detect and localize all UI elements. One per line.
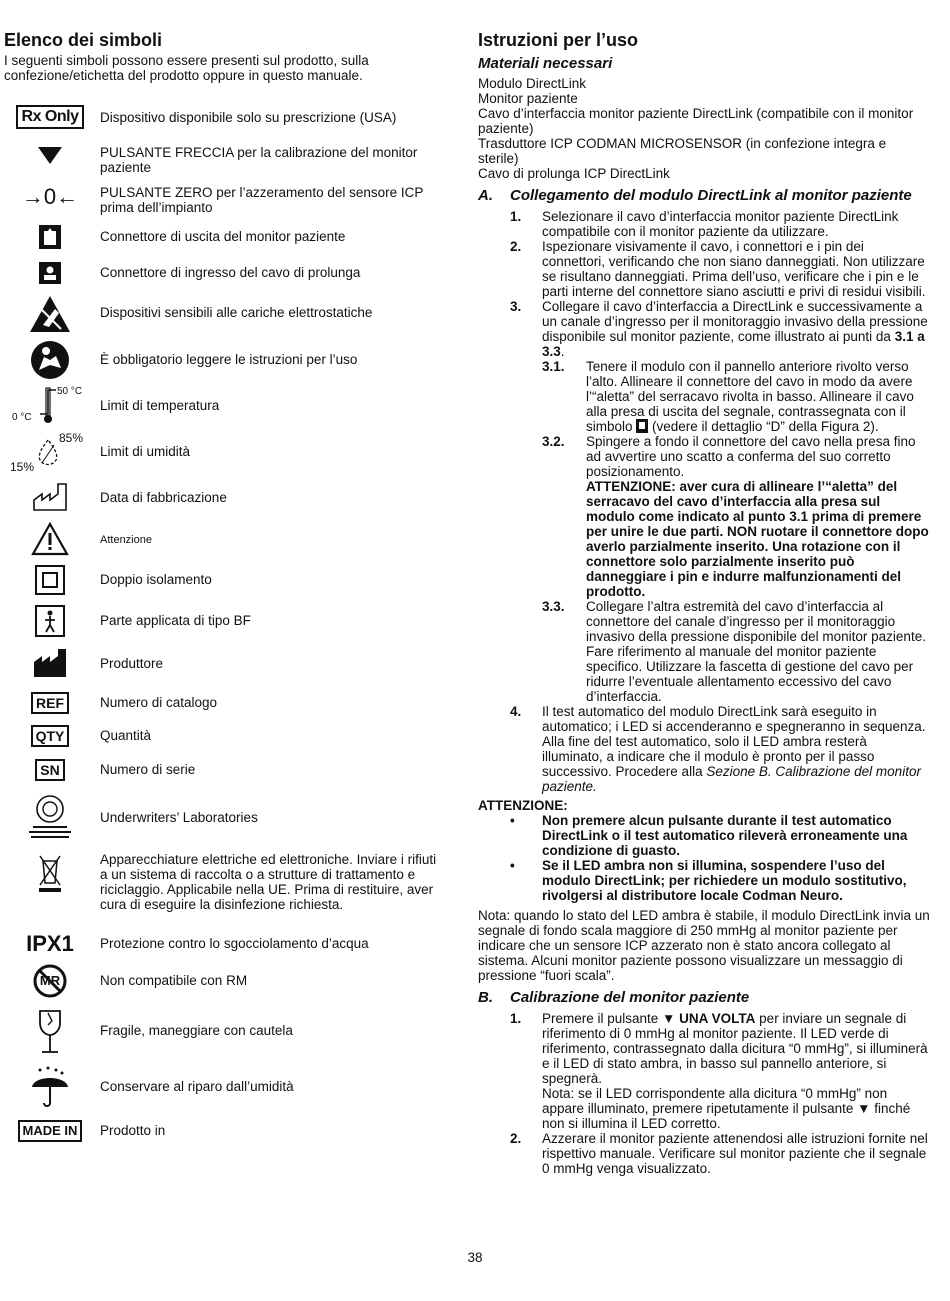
symbol-row (4, 430, 444, 474)
symbol-label: Apparecchiature elettriche ed elettroniche. Inviare i rifiuti a un sistema di raccolta o a strutture di trattamento e riciclaggio. Applicabile nella UE. Prima di restituire, aver cura di eseguire la disinfezione richiesta. (100, 852, 437, 912)
symbol-label: Prodotto in (100, 1123, 166, 1138)
caution-bullet: • Non premere alcun pulsante durante il test automatico DirectLink o il test automatico rileverà erroneamente una condizione di guasto. (510, 813, 908, 858)
symbol-row (4, 723, 444, 749)
step: 1. Premere il pulsante ▼ UNA VOLTA per inviare un segnale di riferimento di 0 mmHg al monitor paziente. Il LED verde di riferimento, contrassegnato dalla dicitura “0 mmHg”, si illuminerà e il LED di stato ambra, in basso sul pannello anteriore, si spegnerà. Nota: se il LED corrispondente alla dicitura “0 mmHg” non appare illuminato, premere ripetutamente il pulsante ▼ finché non si illumina il LED corretto. (510, 1011, 928, 1131)
symbol-label: Data di fabbricazione (100, 490, 227, 505)
symbol-row (4, 144, 444, 174)
temperature-limit-icon: 50 °C 0 °C (12, 386, 83, 423)
double-insulation-icon (4, 564, 96, 596)
symbols-title: Elenco dei simboli (4, 30, 163, 50)
symbols-column (4, 30, 444, 95)
material-item: Modulo DirectLink (478, 76, 587, 91)
symbol-row (4, 184, 444, 216)
ipx1-icon: IPX1 (26, 931, 74, 956)
esd-sensitive-icon (4, 294, 96, 334)
caution-bullet: • Se il LED ambra non si illumina, sospendere l’uso del modulo DirectLink; per richiedere un modulo sostitutivo, rivolgersi al distributore locale Codman Neuro. (510, 858, 907, 903)
type-bf-applied-part-icon (4, 604, 96, 638)
ul-classified-icon (4, 790, 96, 844)
material-item: Cavo di prolunga ICP DirectLink (478, 166, 670, 181)
page-number: 38 (467, 1250, 483, 1265)
section-b-heading: B. Calibrazione del monitor paziente (478, 989, 750, 1006)
symbol-row (4, 384, 444, 426)
symbol-row (4, 604, 444, 638)
symbol-row (4, 1008, 444, 1056)
note-paragraph: Nota: quando lo stato del LED ambra è stabile, il modulo DirectLink invia un segnale di fondo scala maggiore di 250 mmHg al monitor paziente per indicare che un sensore ICP azzerato non è stato ancora collegato al sistema. Alcuni monitor paziente possono visualizzare un messaggio di pressione “fuori scala”. (478, 908, 930, 983)
material-item: Monitor paziente (478, 91, 578, 106)
symbol-row (4, 930, 444, 958)
step: 4. Il test automatico del modulo DirectLink sarà eseguito in automatico; i LED si accenderanno e spegneranno in sequenza. Alla fine del test automatico, solo il LED ambra resterà illuminato, a indicare che il modulo è pronto per il passo successivo. Procedere alla Sezione B. Calibrazione del monitor paziente. (510, 704, 926, 794)
mr-unsafe-icon: MR (4, 962, 96, 1000)
arrow-button-icon (4, 144, 96, 166)
symbol-row (4, 340, 444, 380)
substep: 3.1. Tenere il modulo con il pannello anteriore rivolto verso l’alto. Allineare il connettore del cavo in modo da avere l’“aletta” del serracavo rivolta in basso. Allineare il cavo alla presa di uscita del segnale, contrassegnata con il simbolo (vedere il dettaglio “D” della Figura 2). (542, 359, 914, 434)
symbol-row (4, 690, 444, 716)
symbol-label: Attenzione (100, 534, 152, 546)
qty-icon: QTY (4, 723, 96, 749)
symbol-row (4, 224, 444, 252)
symbol-label: Limit di temperatura (100, 398, 220, 413)
monitor-output-connector-icon (4, 224, 96, 250)
section-a-heading: A. Collegamento del modulo DirectLink al monitor paziente (478, 187, 912, 204)
symbol-row (4, 520, 444, 558)
symbol-label: Dispositivo disponibile solo su prescrizione (USA) (100, 110, 397, 125)
symbol-row (4, 1118, 444, 1144)
symbol-label: Produttore (100, 656, 164, 671)
monitor-output-connector-icon (636, 419, 648, 433)
sn-icon: SN (4, 757, 96, 783)
fragile-icon (4, 1008, 96, 1056)
weee-icon (4, 852, 96, 894)
keep-dry-icon (4, 1064, 96, 1110)
zero-button-icon: →0← (21, 184, 79, 209)
symbol-label: Protezione contro lo sgocciolamento d’acqua (100, 936, 369, 951)
caution-icon (4, 520, 96, 558)
symbol-row (4, 962, 444, 1000)
step: 2. Azzerare il monitor paziente attenendosi alle istruzioni fornite nel rispettivo manuale. Verificare sul monitor paziente che il segnale 0 mmHg venga visualizzato. (510, 1131, 928, 1176)
symbol-label: Doppio isolamento (100, 572, 212, 587)
ref-icon: REF (4, 690, 96, 716)
symbol-label: Connettore di ingresso del cavo di prolunga (100, 265, 361, 280)
symbol-label: Underwriters’ Laboratories (100, 810, 258, 825)
made-in-icon: MADE IN (4, 1118, 96, 1144)
caution-heading: ATTENZIONE: (478, 798, 568, 813)
symbol-label: Fragile, maneggiare con cautela (100, 1023, 293, 1038)
step: 3. Collegare il cavo d’interfaccia a DirectLink e successivamente a un canale d’ingresso per il monitoraggio invasivo della pressione disponibile sul monitor paziente, come illustrato ai punti da 3.1 a 3.3. (510, 299, 928, 359)
symbol-row (4, 564, 444, 596)
instructions-title: Istruzioni per l’uso (478, 30, 639, 50)
symbol-label: Parte applicata di tipo BF (100, 613, 251, 628)
symbol-row (4, 294, 444, 334)
symbol-label: PULSANTE FRECCIA per la calibrazione del monitor paziente (100, 145, 418, 175)
materials-heading: Materiali necessari (478, 55, 613, 72)
symbol-row (4, 1064, 444, 1110)
substep: 3.2. Spingere a fondo il connettore del cavo nella presa fino ad avvertire uno scatto a conferma del suo corretto posizionamento. ATTENZIONE: aver cura di allineare l’“aletta” del serracavo del cavo d’interfaccia alla presa sul modulo come indicato al punto 3.1 prima di premere per unire le due parti. NON ruotare il connettore dopo averlo parzialmente inserito. Una rotazione con il connettore solo parzialmente inserito può danneggiare i pin e indurre malfunzionamenti del prodotto. (542, 434, 929, 599)
rx-only-icon: Rx Only (4, 100, 96, 134)
symbol-row (4, 852, 444, 928)
substep: 3.3. Collegare l’altra estremità del cavo d’interfaccia al connettore del canale d’ingresso per il monitoraggio invasivo della pressione disponibile del monitor paziente. Fare riferimento al manuale del monitor paziente specifico. Utilizzare la fascetta di gestione del cavo per ridurre l’eventuale allentamento eccessivo del cavo d’interfaccia. (542, 599, 926, 704)
symbol-row (4, 646, 444, 680)
symbol-label: Connettore di uscita del monitor paziente (100, 229, 346, 244)
read-instructions-icon (4, 340, 96, 380)
step: 1. Selezionare il cavo d’interfaccia monitor paziente DirectLink compatibile con il monitor paziente da utilizzare. (510, 209, 899, 239)
manufacture-date-icon (4, 480, 96, 514)
symbol-row (4, 260, 444, 288)
instructions-column (478, 30, 930, 1176)
extension-cable-input-icon (4, 260, 96, 286)
symbol-label: Numero di catalogo (100, 695, 218, 710)
symbol-row (4, 100, 444, 134)
symbol-label: Limit di umidità (100, 444, 191, 459)
symbol-label: Non compatibile con RM (100, 973, 248, 988)
symbol-label: Quantità (100, 728, 152, 743)
symbols-intro: I seguenti simboli possono essere presenti sul prodotto, sulla confezione/etichetta del prodotto oppure in questo manuale. (4, 53, 369, 83)
humidity-limit-icon: 85% 15% (10, 431, 84, 474)
symbol-label: Conservare al riparo dall’umidità (100, 1079, 294, 1094)
symbol-row (4, 757, 444, 783)
symbol-label: PULSANTE ZERO per l’azzeramento del sensore ICP prima dell’impianto (100, 185, 424, 215)
symbol-label: Dispositivi sensibili alle cariche elettrostatiche (100, 305, 373, 320)
manufacturer-icon (4, 646, 96, 680)
symbol-row (4, 480, 444, 514)
step: 2. Ispezionare visivamente il cavo, i connettori e i pin dei connettori, verificando che non siano danneggiati. Non utilizzare se risultano danneggiati. Prima dell’uso, verificare che i pin e le parti interne del connettore siano asciutti e privi di residui visibili. (510, 239, 926, 299)
symbol-label: Numero di serie (100, 762, 196, 777)
material-item: Cavo d’interfaccia monitor paziente DirectLink (compatibile con il monitor paziente) (478, 106, 914, 136)
symbol-row (4, 790, 444, 844)
material-item: Trasduttore ICP CODMAN MICROSENSOR (in confezione integra e sterile) (478, 136, 887, 166)
symbol-label: È obbligatorio leggere le istruzioni per l’uso (100, 352, 358, 367)
